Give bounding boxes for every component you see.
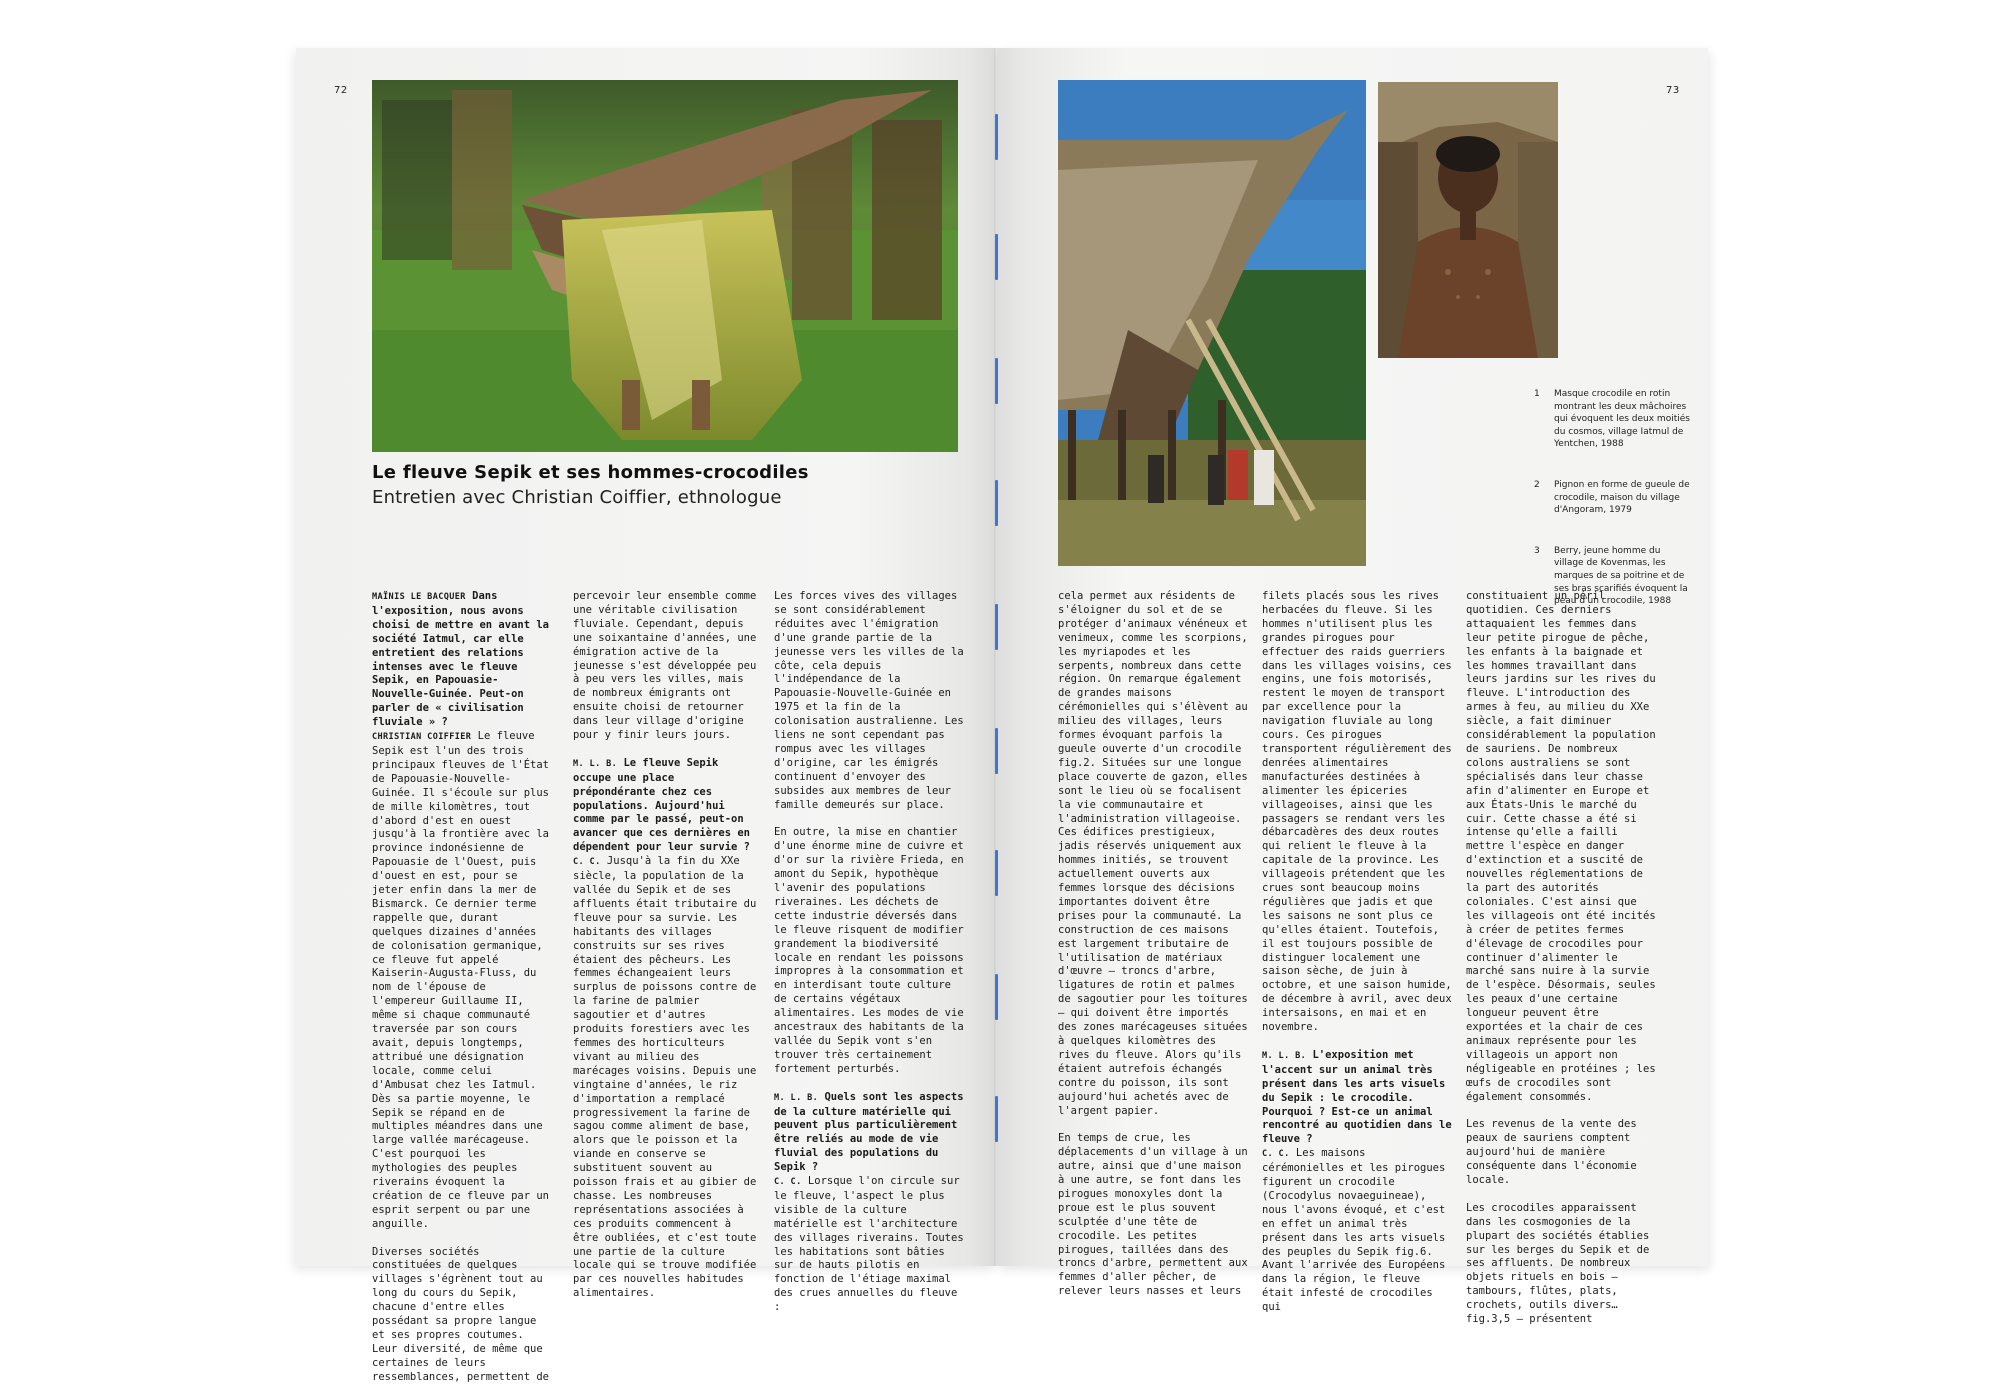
question-text: Dans l'exposition, nous avons choisi de mettre en avant la société Iatmul, car elle entretient des relations intenses avec le fleuve Sepik, en Papouasie-Nouvelle-Guinée. Peut-on parler de « civilisation fluviale » ?: [372, 590, 550, 729]
paragraph: En temps de crue, les déplacements d'un village à un autre, ainsi que d'une maison à une autre, se font dans les pirogues monoxyles dont la proue est le plus souvent sculptée d'une tête de crocodile. Les petites pirogues, taillées dans des troncs d'arbre, permettent aux femmes d'aller pêcher, de relever leurs nasses et leurs: [1058, 1132, 1248, 1298]
paragraph: Les crocodiles apparaissent dans les cosmogonies de la plupart des sociétés établies sur les berges du Sepik et de ses affluents. De nombreux objets rituels en bois – tambours, flûtes, plats, crochets, outils divers… fig.3,5 – présentent: [1466, 1201, 1650, 1326]
paragraph: percevoir leur ensemble comme une véritable civilisation fluviale. Cependant, depuis une soixantaine d'années, une émigration active de la jeunesse s'est développée peu à peu vers les villes, mais de nombreux émigrants ont ensuite choisi de retourner dans leur village d'origine pour y finir leurs jours.: [573, 590, 757, 742]
paragraph: Les revenus de la vente des peaux de sauriens comptent aujourd'hui de manière conséquente dans l'économie locale.: [1466, 1118, 1637, 1187]
page-number-left: 72: [334, 85, 348, 96]
caption-number: 2: [1534, 479, 1540, 490]
speaker-label: CHRISTIAN COIFFIER: [372, 732, 472, 743]
speaker-label: C. C.: [774, 1177, 802, 1188]
text-column-3: [774, 590, 964, 1329]
page-number-right: 73: [1666, 85, 1680, 96]
caption-number: 3: [1534, 545, 1540, 556]
paragraph: En outre, la mise en chantier d'une énorme mine de cuivre et d'or sur la rivière Frieda, en amont du Sepik, hypothèque l'avenir des populations riveraines. Les déchets de cette industrie déversés dans le fleuve risquent de modifier grandement la biodiversité locale en rendant les poissons impropres à la consommation et en interdisant toute culture de certains végétaux alimentaires. Les modes de vie ancestraux des habitants de la vallée du Sepik vont s'en trouver très certainement fortement perturbés.: [774, 826, 964, 1075]
photo-young-man: [1378, 82, 1558, 358]
photo-crocodile-mask: [372, 80, 958, 452]
caption-number: 1: [1534, 389, 1540, 399]
text-column-4: [1058, 590, 1248, 1313]
magazine-spread: [296, 48, 1708, 1383]
text-column-1: [372, 590, 554, 1399]
article-title: Le fleuve Sepik et ses hommes-crocodiles: [372, 462, 809, 483]
text-column-2: [573, 590, 758, 1315]
answer-text: Le fleuve Sepik est l'un des trois principaux fleuves de l'État de Papouasie-Nouvelle-Guinée. Il s'écoule sur plus de mille kilomètres, tout d'abord d'est en ouest jusqu'à la frontière avec la province indonésienne de Papouasie de l'Ouest, puis d'ouest en est, pour se jeter enfin dans la mer de Bismarck. Ce dernier terme rappelle que, durant quelques dizaines d'années de colonisation germanique, ce fleuve fut appelé Kaiserin-Augusta-Fluss, du nom de l'épouse de l'empereur Guillaume II, même si chaque communauté traversée par son cours avait, depuis longtemps, attribué une désignation locale, comme celui d'Ambusat chez les Iatmul. Dès sa partie moyenne, le Sepik se répand en de multiples méandres dans une large vallée marécageuse. C'est pourquoi les mythologies des peuples riverains évoquent la création de ce fleuve par un esprit serpent ou par une anguille.: [372, 730, 550, 1230]
answer-text: Jusqu'à la fin du XXe siècle, la population de la vallée du Sepik et de ses affluents était tributaire du fleuve pour sa survie. Les habitants des villages construits sur ses rives étaient des pêcheurs. Les femmes échangeaient leurs surplus de poissons contre de la farine de palmier sagoutier et d'autres produits forestiers avec les femmes des horticulteurs vivant au milieu des marécages voisins. Depuis une vingtaine d'années, le riz d'importation a remplacé progressivement la farine de sagou comme aliment de base, alors que le poisson et la viande en conserve se substituent souvent au poisson frais et au gibier de chasse. Les nombreuses représentations associées à ces produits commencent à être oubliées, et c'est toute une partie de la culture locale qui se trouve modifiée par ces nouvelles habitudes alimentaires.: [573, 855, 757, 1300]
photo-ceremonial-house: [1058, 80, 1366, 566]
question-text: L'exposition met l'accent sur un animal très présent dans les arts visuels du Sepik : le crocodile. Pourquoi ? Est-ce un animal rencontré au quotidien dans le fleuve ?: [1262, 1048, 1452, 1146]
paragraph: cela permet aux résidents de s'éloigner du sol et de se protéger d'animaux vénéneux et venimeux, comme les scorpions, les myriapodes et les serpents, nombreux dans cette région. On remarque également de grandes maisons cérémonielles qui s'élèvent au milieu des villages, leurs formes évoquant parfois la gueule ouverte d'un crocodile fig.2. Situées sur une longue place couverte de gazon, elles sont le lieu où se focalisent la vie communautaire et l'administration villageoise. Ces édifices prestigieux, jadis réservés uniquement aux hommes initiés, se trouvent actuellement ouverts aux femmes lorsque des décisions importantes doivent être prises pour la communauté. La construction de ces maisons est largement tributaire de l'utilisation de matériaux d'œuvre – troncs d'arbre, ligatures de rotin et palmes de sagoutier pour les toitures – qui doivent être importés des zones marécageuses situées à quelques kilomètres des rives du fleuve. Alors qu'ils étaient autrefois échangés contre du poisson, ils sont aujourd'hui achetés avec de l'argent papier.: [1058, 590, 1248, 1117]
paragraph: filets placés sous les rives herbacées du fleuve. Si les hommes n'utilisent plus les grandes pirogues pour effectuer des raids guerriers dans les villages voisins, ces engins, une fois motorisés, restent le moyen de transport par excellence pour la navigation fluviale au long cours. Ces pirogues transportent régulièrement des denrées alimentaires manufacturées destinées à alimenter les épiceries villageoises, ainsi que les passagers se rendant vers les débarcadères des deux routes qui relient le fleuve à la capitale de la province. Les villageois prétendent que les crues sont beaucoup moins régulières que jadis et que les saisons ne sont plus ce qu'elles étaient. Toutefois, il est toujours possible de distinguer localement une saison sèche, de juin à octobre, et une saison humide, de décembre à avril, avec deux intersaisons, en mai et en novembre.: [1262, 590, 1452, 1034]
caption-text: Berry, jeune homme du village de Kovenmas, les marques de sa poitrine et de ses bras scarifiés évoquent la peau d'un crocodile, 1988: [1554, 545, 1688, 607]
speaker-label: M. L. B.: [774, 1092, 819, 1103]
speaker-label: C. C.: [573, 857, 601, 868]
paragraph: constituaient un péril quotidien. Ces derniers attaquaient les femmes dans leur petite pirogue de pêche, les enfants à la baignade et les hommes travaillant dans leurs jardins sur les rives du fleuve. L'introduction des armes à feu, au milieu du XXe siècle, a fait diminuer considérablement la population de sauriens. De nombreux colons australiens se sont spécialisés dans leur chasse afin d'alimenter en Europe et aux États-Unis le marché du cuir. Cette chasse a été si intense qu'elle a failli mettre l'espèce en danger d'extinction et a suscité de nouvelles réglementations de la part des autorités coloniales. C'est ainsi que les villageois ont été incités à créer de petites fermes d'élevage de crocodiles pour continuer d'alimenter le marché sans nuire à la survie de l'espèce. Désormais, seules les peaux d'une certaine longueur peuvent être exportées et la chair de ces animaux représente pour les villageois un apport non négligeable en protéines ; les œufs de crocodiles sont également consommés.: [1466, 590, 1656, 1103]
caption-item: [1534, 479, 1690, 517]
question-text: Le fleuve Sepik occupe une place prépondérante chez ces populations. Aujourd'hui comme par le passé, peut-on avancer que ces dernières en dépendent pour leur survie ?: [573, 756, 751, 854]
speaker-label: M. L. B.: [1262, 1050, 1307, 1061]
left-page: [296, 48, 996, 1383]
caption-text: Pignon en forme de gueule de crocodile, maison du village d'Angoram, 1979: [1554, 479, 1690, 516]
caption-text: Masque crocodile en rotin montrant les deux mâchoires qui évoquent les deux moitiés du cosmos, village Iatmul de Yentchen, 1988: [1554, 389, 1690, 450]
speaker-label: M. L. B.: [573, 758, 618, 769]
answer-text: Les maisons cérémonielles et les pirogues figurent un crocodile (Crocodylus novaeguineae), nous l'avons évoqué, et c'est en effet un animal très présent dans les arts visuels des peuples du Sepik fig.6. Avant l'arrivée des Européens dans la région, le fleuve était infesté de crocodiles qui: [1262, 1147, 1446, 1314]
paragraph: Diverses sociétés constituées de quelques villages s'égrènent tout au long du cours du Sepik, chacune d'entre elles possédant sa propre langue et ses propres coutumes. Leur diversité, de même que certaines de leurs ressemblances, permettent de: [372, 1245, 550, 1383]
answer-text: Lorsque l'on circule sur le fleuve, l'aspect le plus visible de la culture matérielle est l'architecture des villages riverains. Toutes les habitations sont bâties sur de hauts pilotis en fonction de l'étiage maximal des crues annuelles du fleuve :: [774, 1175, 964, 1314]
speaker-label: C. C.: [1262, 1149, 1290, 1160]
text-column-6: [1466, 590, 1658, 1341]
speaker-label: MAÏNIS LE BACQUER: [372, 592, 466, 602]
question-text: Quels sont les aspects de la culture matérielle qui peuvent plus particulièrement être reliés au mode de vie fluvial des populations du Sepik ?: [774, 1090, 964, 1174]
right-page: [998, 48, 1708, 1326]
paragraph: Les forces vives des villages se sont considérablement réduites avec l'émigration d'une grande partie de la jeunesse vers les villes de la côte, cela depuis l'indépendance de la Papouasie-Nouvelle-Guinée en 1975 et la fin de la colonisation australienne. Les liens ne sont cependant pas rompus avec les villages d'origine, car les émigrés continuent d'envoyer des subsides aux membres de leur famille demeurés sur place.: [774, 590, 964, 811]
article-subtitle: Entretien avec Christian Coiffier, ethnologue: [372, 487, 782, 508]
caption-item: [1534, 388, 1690, 451]
text-column-5: [1262, 590, 1452, 1329]
